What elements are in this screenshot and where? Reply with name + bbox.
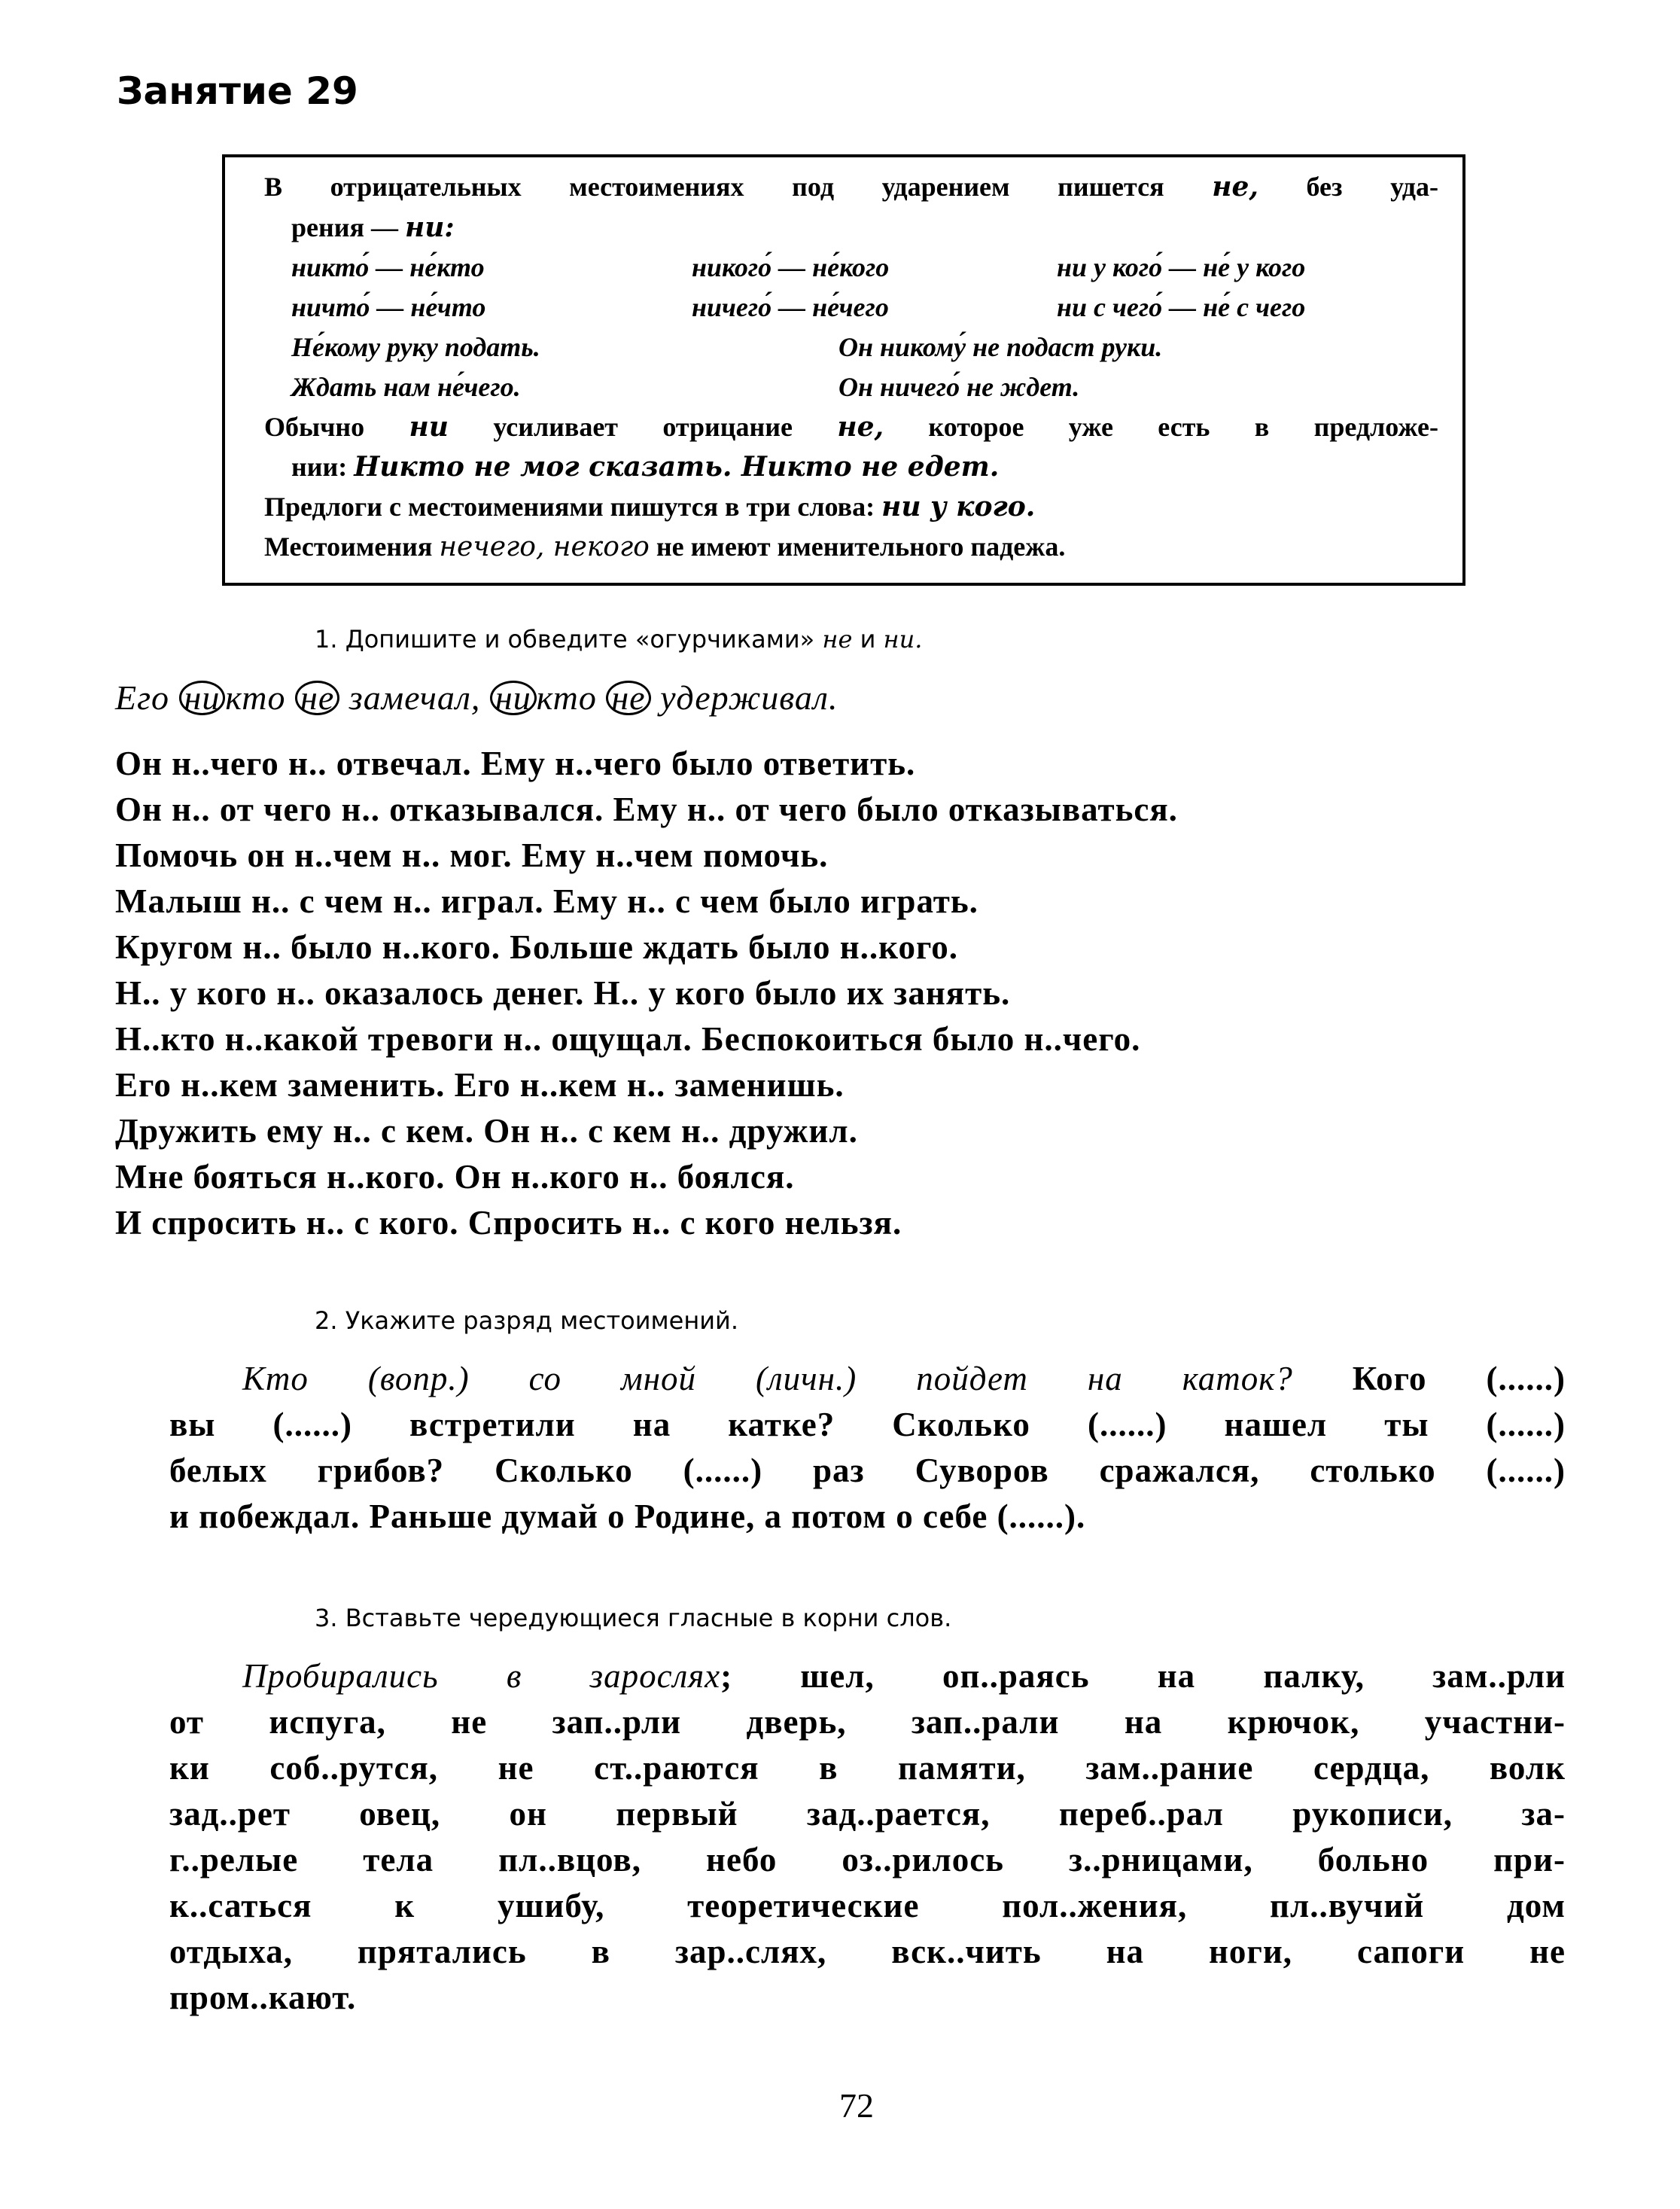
text: Кто (вопр.) со мной (личн.) пойдет на каток?: [242, 1360, 1293, 1397]
page-title: Занятие 29: [117, 69, 358, 113]
text: кто: [225, 678, 296, 717]
exercise-2-line: вы (......) встретили на катке? Сколько (......) нашел ты (......): [169, 1406, 1566, 1443]
text: замечал,: [339, 678, 490, 717]
exercise-1-heading: [315, 625, 922, 654]
exercise-3-line: от испуга, не зап..рли дверь, зап..рали на крючок, участни-: [169, 1703, 1566, 1741]
exercise-line: Его н..кем заменить. Его н..кем н.. заменишь.: [115, 1066, 845, 1104]
page-number: 72: [839, 2086, 874, 2125]
exercise-3-line: ки соб..рутся, не ст..раются в памяти, зам..рание сердца, волк: [169, 1749, 1566, 1787]
exercise-line: Мне бояться н..кого. Он н..кого н.. боялся.: [115, 1158, 795, 1196]
text: нечего, некого: [439, 532, 650, 562]
text: Предлоги с местоимениями пишутся в три слова:: [264, 492, 882, 522]
text: удерживал.: [650, 678, 838, 717]
text: без уда-: [1258, 172, 1438, 202]
exercise-line: Кругом н.. было н..кого. Больше ждать было н..кого.: [115, 928, 959, 966]
rule-line-8: [291, 451, 999, 483]
text: 1. Допишите и обведите «огурчиками»: [315, 625, 823, 654]
text: ни.: [883, 625, 923, 654]
rule-pair: ни с чего́ — не́ с чего: [1057, 292, 1306, 322]
exercise-2-line: белых грибов? Сколько (......) раз Суворов сражался, столько (......): [169, 1452, 1566, 1489]
text: не,: [837, 411, 884, 443]
rule-pair: ничто́ — не́что: [291, 292, 486, 322]
exercise-3-heading: 3. Вставьте чередующиеся гласные в корни слов.: [315, 1604, 952, 1632]
exercise-1-sample: [115, 678, 838, 718]
exercise-3-line: пром..кают.: [169, 1979, 357, 2016]
rule-pair: ничего́ — не́чего: [692, 292, 889, 322]
exercise-line: Он н.. от чего н.. отказывался. Ему н.. от чего было отказываться.: [115, 791, 1178, 828]
text: Местоимения: [264, 532, 440, 562]
exercise-3-line: зад..рет овец, он первый зад..рается, переб..рал рукописи, за-: [169, 1795, 1566, 1833]
circled-particle: не: [606, 681, 650, 715]
exercise-2-line: и побеждал. Раньше думай о Родине, а потом о себе (......).: [169, 1498, 1086, 1535]
rule-line-10: [264, 531, 1065, 562]
rule-example: Он никому́ не подаст руки.: [838, 332, 1163, 362]
rule-line-9: [264, 491, 1035, 523]
text: и: [852, 625, 884, 654]
text: усиливает отрицание: [448, 412, 838, 442]
rule-example: Он ничего́ не ждет.: [838, 372, 1080, 402]
text: Пробирались в зарослях: [242, 1657, 721, 1695]
exercise-line: И спросить н.. с кого. Спросить н.. с кого нельзя.: [115, 1204, 902, 1242]
text: ни: [409, 411, 449, 443]
text: В отрицательных местоимениях под ударением пишется: [264, 172, 1213, 202]
exercise-3-line: [242, 1656, 1566, 1696]
circled-particle: ни: [490, 681, 537, 715]
text: рения —: [291, 212, 405, 242]
text: кто: [536, 678, 607, 717]
text: ни:: [404, 212, 455, 243]
exercise-line: Н.. у кого н.. оказалось денег. Н.. у кого было их занять.: [115, 974, 1011, 1012]
text: Обычно: [264, 412, 409, 442]
rule-example: Не́кому руку подать.: [291, 332, 540, 362]
circled-particle: не: [295, 681, 339, 715]
rule-line-1: [264, 171, 1438, 203]
rule-line-2: [291, 212, 455, 243]
text: Его: [115, 678, 179, 717]
circled-particle: ни: [179, 681, 226, 715]
rule-example: Ждать нам не́чего.: [291, 372, 521, 402]
exercise-line: Малыш н.. с чем н.. играл. Ему н.. с чем было играть.: [115, 882, 978, 920]
exercise-line: Помочь он н..чем н.. мог. Ему н..чем помочь.: [115, 836, 829, 874]
text: Никто не мог сказать. Никто не едет.: [354, 451, 1000, 483]
text: которое уже есть в предложе-: [884, 412, 1438, 442]
exercise-3-line: к..саться к ушибу, теоретические пол..жения, пл..вучий дом: [169, 1887, 1566, 1924]
exercise-2-heading: 2. Укажите разряд местоимений.: [315, 1306, 739, 1335]
text: не имеют именительного падежа.: [649, 532, 1066, 562]
text: ни у кого.: [881, 491, 1036, 523]
text: нии:: [291, 452, 355, 482]
rule-pair: ни у кого́ — не́ у кого: [1057, 252, 1306, 282]
rule-pair: никто́ — не́кто: [291, 252, 485, 282]
exercise-line: Дружить ему н.. с кем. Он н.. с кем н.. дружил.: [115, 1112, 858, 1150]
exercise-line: Н..кто н..какой тревоги н.. ощущал. Беспокоиться было н..чего.: [115, 1020, 1141, 1058]
rule-line-7: [264, 411, 1438, 443]
exercise-3-line: отдыха, прятались в зар..слях, вск..чить на ноги, сапоги не: [169, 1933, 1566, 1970]
exercise-line: Он н..чего н.. отвечал. Ему н..чего было ответить.: [115, 745, 916, 782]
exercise-3-line: г..релые тела пл..вцов, небо оз..рилось з..рницами, больно при-: [169, 1841, 1566, 1878]
text: ; шел, оп..раясь на палку, зам..рли: [720, 1657, 1566, 1695]
text: не: [822, 625, 853, 654]
rule-pair: никого́ — не́кого: [692, 252, 890, 282]
rule-box: [222, 154, 1465, 586]
text: Кого (......): [1292, 1360, 1566, 1397]
text: не,: [1212, 171, 1258, 203]
exercise-2-line: [242, 1359, 1566, 1398]
